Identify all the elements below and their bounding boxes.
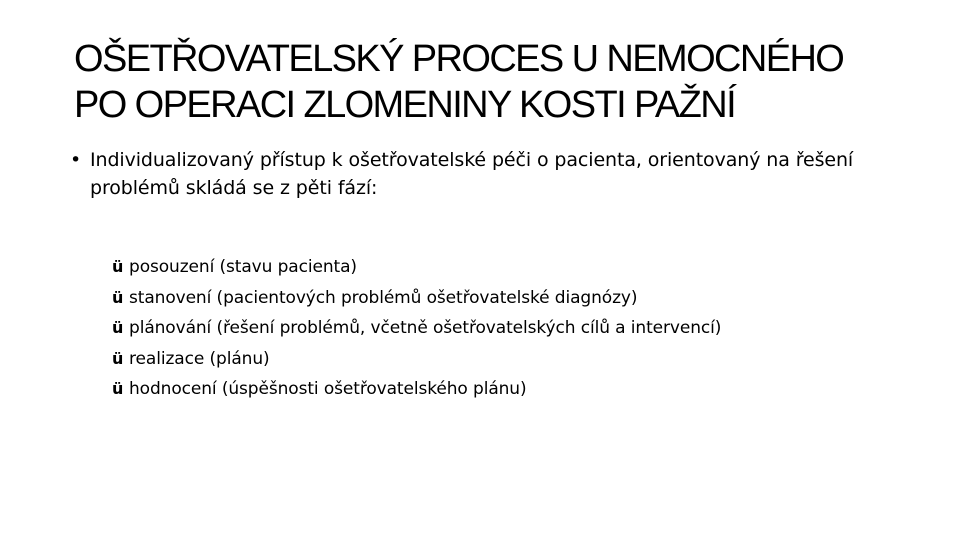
phase-label: hodnocení (úspěšnosti ošetřovatelského plánu): [129, 379, 527, 399]
checkmark-icon: ü: [112, 257, 124, 276]
intro-paragraph: [70, 146, 870, 202]
checkmark-icon: ü: [112, 379, 124, 398]
phase-checklist: [112, 252, 721, 405]
checkmark-icon: ü: [112, 348, 124, 368]
phase-label: stanovení (pacientových problémů ošetřovatelské diagnózy): [129, 287, 638, 308]
phase-item: [112, 252, 721, 283]
checkmark-icon: ü: [112, 318, 124, 337]
bullet-icon: •: [70, 149, 82, 171]
phase-label: posouzení (stavu pacienta): [129, 257, 357, 277]
phase-item: [112, 313, 721, 344]
phase-item: [112, 374, 721, 405]
slide-title-line-2: PO OPERACI ZLOMENINY KOSTI PAŽNÍ: [74, 84, 736, 126]
slide-title-line-1: OŠETŘOVATELSKÝ PROCES U NEMOCNÉHO: [74, 38, 844, 80]
phase-item: [112, 283, 721, 314]
phase-label: realizace (plánu): [129, 348, 270, 369]
intro-text: Individualizovaný přístup k ošetřovatelské péči o pacienta, orientovaný na řešení problémů skládá se z pěti fází:: [90, 149, 854, 199]
phase-item: [112, 344, 721, 375]
slide-title: [74, 36, 934, 128]
checkmark-icon: ü: [112, 287, 124, 307]
phase-label: plánování (řešení problémů, včetně ošetřovatelských cílů a intervencí): [129, 318, 722, 338]
